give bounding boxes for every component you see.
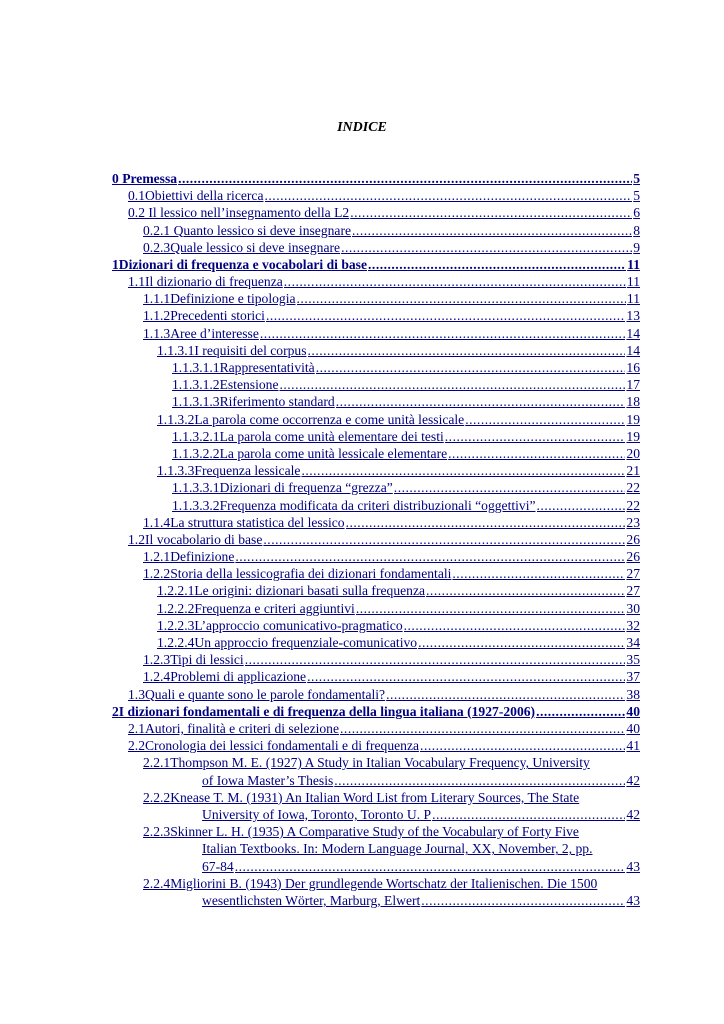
toc-entry-text: 1.1.3Aree d’interesse xyxy=(143,325,259,341)
toc-page-number: 8 xyxy=(633,222,640,238)
dot-leader xyxy=(426,582,625,599)
toc-page-number: 38 xyxy=(626,686,640,702)
toc-page-number: 26 xyxy=(626,549,640,565)
toc-entry-text: 1.1.3.1.1Rappresentatività xyxy=(172,360,315,376)
toc-entry[interactable] xyxy=(112,479,640,496)
toc-entry-text: 0.1Obiettivi della ricerca xyxy=(128,188,264,204)
toc-entry[interactable] xyxy=(112,170,640,187)
toc-entry-text: 1.1.3.2.2La parola come unità lessicale elementare xyxy=(172,445,448,461)
toc-entry-text: 2.2.3Skinner L. H. (1935) A Comparative Study of the Vocabulary of Forty Five xyxy=(143,824,579,840)
toc-page-number: 34 xyxy=(626,635,640,651)
dot-leader xyxy=(346,514,626,531)
toc-entry-text-cont: wesentlichsten Wörter, Marburg, Elwert xyxy=(202,893,421,908)
toc-page-number: 11 xyxy=(627,256,640,272)
toc-entry[interactable] xyxy=(112,239,640,256)
toc-page-number: 27 xyxy=(626,566,640,582)
toc-entry[interactable] xyxy=(112,651,640,668)
toc-entry[interactable] xyxy=(112,428,640,445)
toc-entry-text: 1.2.2.4Un approccio frequenziale-comunicativo xyxy=(157,635,418,651)
toc-page-number: 19 xyxy=(626,428,640,444)
toc-entry-text: 1Dizionari di frequenza e vocabolari di base xyxy=(112,256,368,272)
dot-leader xyxy=(301,462,625,479)
toc-entry-text: 1.1.3.3.2Frequenza modificata da criteri distribuzionali “oggettivi” xyxy=(172,497,536,513)
toc-entry-text: 2.2.4Migliorini B. (1943) Der grundlegende Wortschatz der Italienischen. Die 1500 xyxy=(143,875,598,891)
toc-entry[interactable] xyxy=(112,617,640,634)
toc-entry[interactable] xyxy=(112,823,640,875)
toc-entry-text: 1.1.3.1I requisiti del corpus xyxy=(157,342,307,358)
toc-entry-text: 1.2.2.2Frequenza e criteri aggiuntivi xyxy=(157,600,355,616)
toc-entry-text: 1.1.1Definizione e tipologia xyxy=(143,291,296,307)
toc-entry-text-cont: of Iowa Master’s Thesis xyxy=(202,772,334,788)
toc-entry-text: 1.3Quali e quante sono le parole fondamentali? xyxy=(128,686,386,702)
dot-leader xyxy=(334,772,625,789)
toc-page-number: 22 xyxy=(626,497,640,513)
toc-page-number: 18 xyxy=(626,394,640,410)
toc-page-number: 19 xyxy=(626,411,640,427)
toc-page-number: 42 xyxy=(626,806,640,822)
toc-entry-text: 2.2.1Thompson M. E. (1927) A Study in Italian Vocabulary Frequency, University xyxy=(143,755,590,771)
dot-leader xyxy=(394,479,626,496)
toc-entry-text-cont: 67-84 xyxy=(202,858,234,874)
toc-entry[interactable] xyxy=(112,342,640,359)
dot-leader xyxy=(445,428,626,445)
toc-entry[interactable] xyxy=(112,668,640,685)
toc-entry[interactable] xyxy=(112,256,640,273)
dot-leader xyxy=(260,325,626,342)
dot-leader xyxy=(279,376,625,393)
toc-page-number: 43 xyxy=(626,893,640,908)
toc-page-number: 22 xyxy=(626,480,640,496)
toc-entry[interactable] xyxy=(112,720,640,737)
dot-leader xyxy=(266,307,625,324)
dot-leader xyxy=(404,617,626,634)
toc-entry[interactable] xyxy=(112,754,640,788)
dot-leader xyxy=(297,290,626,307)
toc-entry-text: 1.1.3.1.3Riferimento standard xyxy=(172,394,335,410)
toc-page-number: 30 xyxy=(626,600,640,616)
toc-entry[interactable] xyxy=(112,376,640,393)
toc-page-number: 40 xyxy=(626,720,640,736)
toc-entry[interactable] xyxy=(112,290,640,307)
toc-page-number: 40 xyxy=(626,703,640,719)
toc-entry[interactable] xyxy=(112,565,640,582)
toc-entry[interactable] xyxy=(112,634,640,651)
toc-page-number: 32 xyxy=(626,617,640,633)
toc-page-number: 27 xyxy=(626,583,640,599)
toc-entry[interactable] xyxy=(112,600,640,617)
toc-entry-text: 0.2.3Quale lessico si deve insegnare xyxy=(143,239,341,255)
dot-leader xyxy=(336,393,626,410)
toc-page-number: 11 xyxy=(626,274,640,290)
dot-leader xyxy=(307,668,625,685)
toc-entry-text: 1.2.4Problemi di applicazione xyxy=(143,669,307,685)
dot-leader xyxy=(420,737,625,754)
dot-leader xyxy=(178,170,632,187)
toc-page-number: 16 xyxy=(626,360,640,376)
dot-leader xyxy=(356,600,626,617)
toc-entry[interactable] xyxy=(112,583,640,600)
toc-entry[interactable] xyxy=(112,187,640,204)
dot-leader xyxy=(265,187,633,204)
toc-page-number: 43 xyxy=(626,858,640,874)
toc-page-number: 5 xyxy=(633,188,640,204)
dot-leader xyxy=(316,359,626,376)
toc-page-number: 35 xyxy=(626,652,640,668)
toc-page-number: 9 xyxy=(633,239,640,255)
toc-entry[interactable] xyxy=(112,445,640,462)
toc-page-number: 6 xyxy=(633,205,640,221)
dot-leader xyxy=(245,651,626,668)
dot-leader xyxy=(352,222,632,239)
toc-entry-text: 0.2 Il lessico nell’insegnamento della L2 xyxy=(128,205,350,221)
toc-entry[interactable] xyxy=(112,548,640,565)
toc-page-number: 17 xyxy=(626,377,640,393)
toc-entry-text: 1.1.3.3.1Dizionari di frequenza “grezza” xyxy=(172,480,393,496)
toc-entry-text: 1.2.2.3L’approccio comunicativo-pragmatico xyxy=(157,617,403,633)
dot-leader xyxy=(536,703,625,720)
toc-entry[interactable] xyxy=(112,737,640,754)
toc-entry-text: 1.1.2Precedenti storici xyxy=(143,308,265,324)
toc-page-number: 41 xyxy=(626,738,640,754)
table-of-contents xyxy=(112,170,640,909)
toc-entry-text: 1.1.3.1.2Estensione xyxy=(172,377,279,393)
toc-entry[interactable] xyxy=(112,497,640,514)
toc-entry[interactable] xyxy=(112,789,640,823)
toc-entry[interactable] xyxy=(112,359,640,376)
toc-page-number: 26 xyxy=(626,531,640,547)
toc-entry[interactable] xyxy=(112,686,640,703)
dot-leader xyxy=(452,565,625,582)
toc-entry-text: 1.1.4La struttura statistica del lessico xyxy=(143,514,345,530)
dot-leader xyxy=(284,273,626,290)
toc-entry-text: 2.2.2Knease T. M. (1931) An Italian Word List from Literary Sources, The State xyxy=(143,789,580,805)
toc-entry[interactable] xyxy=(112,514,640,531)
toc-entry-text: 0 Premessa xyxy=(112,170,178,186)
toc-entry[interactable] xyxy=(112,222,640,239)
dot-leader xyxy=(386,686,625,703)
dot-leader xyxy=(350,204,632,221)
toc-page-number: 23 xyxy=(626,514,640,530)
dot-leader xyxy=(263,531,625,548)
toc-entry-text: 1.1.3.2La parola come occorrenza e come unità lessicale xyxy=(157,411,465,427)
dot-leader xyxy=(340,720,625,737)
dot-leader xyxy=(341,239,632,256)
toc-entry[interactable] xyxy=(112,308,640,325)
toc-entry-text: 2.1Autori, finalità e criteri di selezione xyxy=(128,720,340,736)
toc-entry[interactable] xyxy=(112,273,640,290)
toc-page-number: 14 xyxy=(626,325,640,341)
toc-entry-text: 1.1Il dizionario di frequenza xyxy=(128,274,283,290)
dot-leader xyxy=(368,256,626,273)
toc-page-number: 37 xyxy=(626,669,640,685)
dot-leader xyxy=(448,445,625,462)
toc-page-number: 13 xyxy=(626,308,640,324)
toc-entry-text-cont: University of Iowa, Toronto, Toronto U. P xyxy=(202,806,432,822)
toc-entry-text: 0.2.1 Quanto lessico si deve insegnare xyxy=(143,222,352,238)
toc-entry-text: 1.2.1Definizione xyxy=(143,549,235,565)
toc-entry-text: 1.1.3.3Frequenza lessicale xyxy=(157,463,301,479)
toc-page-number: 42 xyxy=(626,772,640,788)
toc-entry[interactable] xyxy=(112,462,640,479)
toc-entry-text: 1.2.3Tipi di lessici xyxy=(143,652,244,668)
toc-entry-text: 2.2Cronologia dei lessici fondamentali e di frequenza xyxy=(128,738,420,754)
toc-page-number: 21 xyxy=(626,463,640,479)
dot-leader xyxy=(421,892,625,909)
toc-entry[interactable] xyxy=(112,325,640,342)
toc-entry-text: 1.2.2.1Le origini: dizionari basati sulla frequenza xyxy=(157,583,426,599)
toc-entry-text: 1.2.2Storia della lessicografia dei dizionari fondamentali xyxy=(143,566,452,582)
toc-page-number: 11 xyxy=(626,291,640,307)
toc-page-number: 20 xyxy=(626,445,640,461)
dot-leader xyxy=(235,858,626,875)
toc-entry[interactable] xyxy=(112,531,640,548)
page-title: INDICE xyxy=(337,120,387,135)
toc-entry-text: 1.2Il vocabolario di base xyxy=(128,531,263,547)
toc-page-number: 14 xyxy=(626,342,640,358)
dot-leader xyxy=(465,411,625,428)
toc-entry[interactable] xyxy=(112,393,640,410)
toc-entry-text: 1.1.3.2.1La parola come unità elementare dei testi xyxy=(172,428,444,444)
toc-entry[interactable] xyxy=(112,411,640,428)
dot-leader xyxy=(537,497,626,514)
toc-entry[interactable] xyxy=(112,703,640,720)
dot-leader xyxy=(418,634,625,651)
toc-entry-text: 2I dizionari fondamentali e di frequenza della lingua italiana (1927-2006) xyxy=(112,703,536,719)
toc-entry-text-cont: Italian Textbooks. In: Modern Language Journal, XX, November, 2, pp. xyxy=(202,841,593,857)
dot-leader xyxy=(308,342,626,359)
toc-entry[interactable] xyxy=(112,204,640,221)
dot-leader xyxy=(432,806,625,823)
toc-entry[interactable] xyxy=(112,875,640,909)
dot-leader xyxy=(235,548,625,565)
toc-page-number: 5 xyxy=(633,170,640,186)
